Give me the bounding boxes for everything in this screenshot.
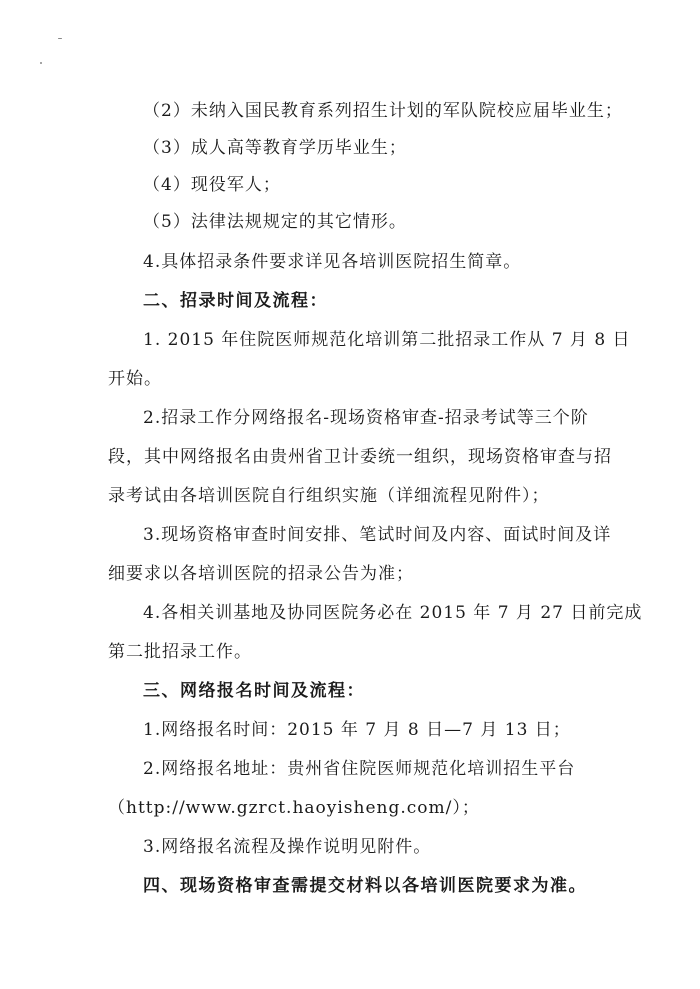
list-item: （4）现役军人；	[143, 175, 281, 195]
paragraph-line: （http://www.gzrct.haoyisheng.com/）；	[108, 798, 480, 818]
paragraph-line: 第二批招录工作。	[108, 642, 252, 662]
paragraph-line: 细要求以各培训医院的招录公告为准；	[108, 564, 414, 584]
paragraph-line: 1.网络报名时间：2015 年 7 月 8 日—7 月 13 日；	[143, 720, 571, 740]
paragraph-line: 3.现场资格审查时间安排、笔试时间及内容、面试时间及详	[143, 525, 612, 545]
section-heading: 四、现场资格审查需提交材料以各培训医院要求为准。	[143, 876, 587, 896]
list-item: （2）未纳入国民教育系列招生计划的军队院校应届毕业生；	[143, 101, 623, 121]
section-heading: 三、网络报名时间及流程：	[143, 681, 365, 701]
list-item: （3）成人高等教育学历毕业生；	[143, 138, 407, 158]
paragraph-line: 2.招录工作分网络报名-现场资格审查-招录考试等三个阶	[143, 408, 589, 428]
paragraph-line: 1. 2015 年住院医师规范化培训第二批招录工作从 7 月 8 日	[143, 330, 631, 350]
paragraph-line: 2.网络报名地址：贵州省住院医师规范化培训招生平台	[143, 759, 576, 779]
paragraph-line: 录考试由各培训医院自行组织实施（详细流程见附件）；	[108, 486, 550, 506]
paragraph-line: 开始。	[108, 369, 162, 389]
scan-speck	[40, 62, 42, 64]
section-heading: 二、招录时间及流程：	[143, 291, 328, 311]
paragraph-line: 4.具体招录条件要求详见各培训医院招生简章。	[143, 252, 522, 272]
paragraph-line: 段，其中网络报名由贵州省卫计委统一组织，现场资格审查与招	[108, 447, 612, 467]
scan-speck	[58, 38, 62, 39]
paragraph-line: 4.各相关训基地及协同医院务必在 2015 年 7 月 27 日前完成	[143, 603, 643, 623]
paragraph-line: 3.网络报名流程及操作说明见附件。	[143, 837, 432, 857]
list-item: （5）法律法规规定的其它情形。	[143, 212, 407, 232]
